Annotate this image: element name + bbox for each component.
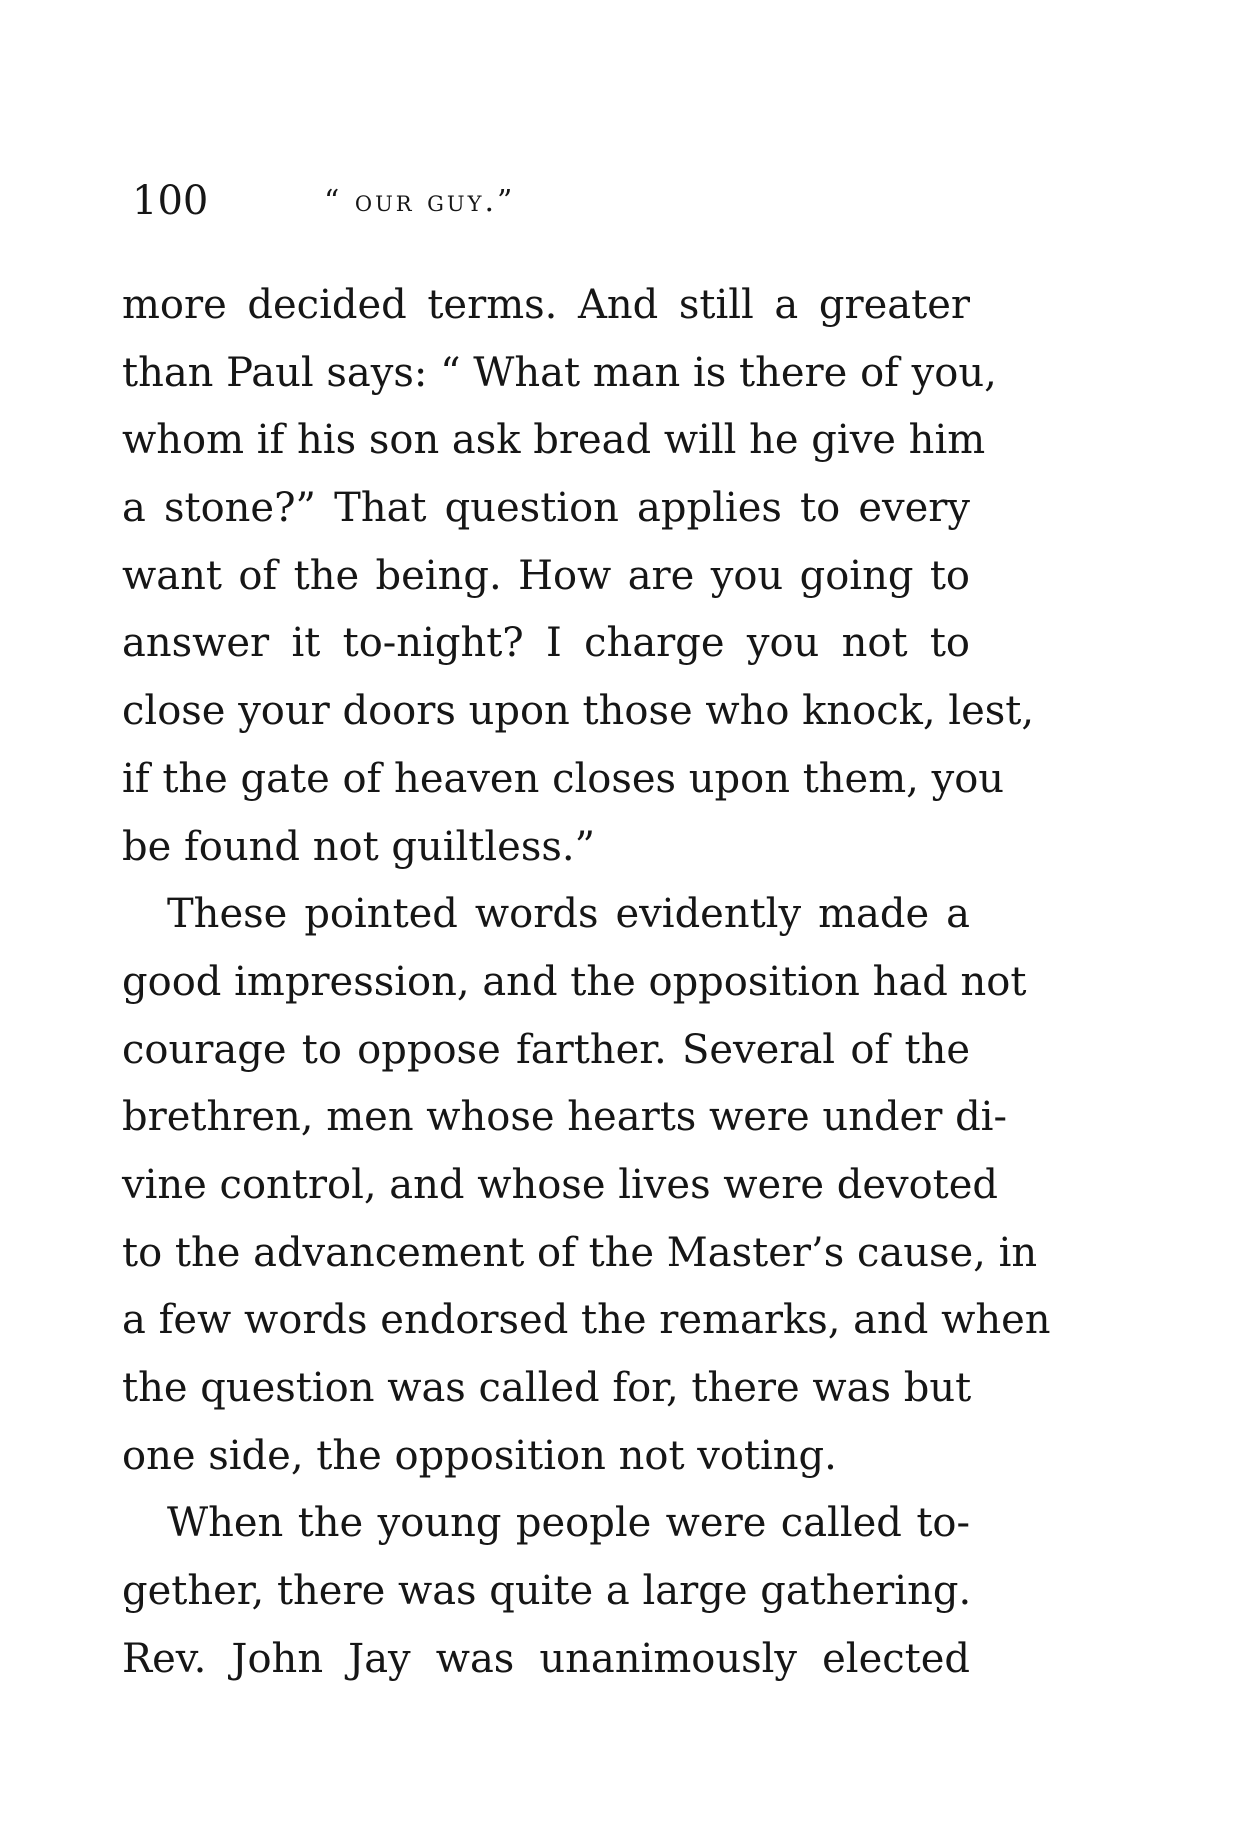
text-line: courage to oppose farther. Several of the [122, 1026, 970, 1073]
page-number: 100 [132, 178, 209, 224]
text-line: more decided terms. And still a greater [122, 282, 970, 328]
text-line: gether, there was quite a large gathering. [122, 1568, 972, 1615]
text-line: vine control, and whose lives were devoted [122, 1161, 999, 1208]
text-line: Rev. John Jay was unanimously elected [122, 1635, 970, 1682]
text-line: a few words endorsed the remarks, and when [122, 1297, 1051, 1344]
text-line: close your doors upon those who knock, lest, [122, 688, 1035, 735]
text-line: than Paul says: “ What man is there of you, [122, 349, 997, 396]
text-line: These pointed words evidently made a [167, 891, 970, 938]
running-head: “ our guy.” [324, 184, 516, 219]
text-line: When the young people were called to- [167, 1500, 970, 1547]
page-header [132, 176, 977, 226]
text-line: a stone?” That question applies to every [122, 485, 970, 532]
text-line: be found not guiltless.” [122, 823, 596, 870]
text-line: brethren, men whose hearts were under di- [122, 1094, 1007, 1141]
body-text [122, 276, 1051, 1697]
text-line: answer it to-night? I charge you not to [122, 620, 970, 667]
text-line: good impression, and the opposition had not [122, 958, 1027, 1005]
text-line: one side, the opposition not voting. [122, 1432, 837, 1479]
text-line: if the gate of heaven closes upon them, you [122, 755, 1005, 802]
text-line: to the advancement of the Master’s cause, in [122, 1229, 1038, 1276]
text-line: whom if his son ask bread will he give him [122, 417, 986, 464]
text-line: the question was called for, there was but [122, 1365, 972, 1411]
text-line: want of the being. How are you going to [122, 552, 970, 599]
